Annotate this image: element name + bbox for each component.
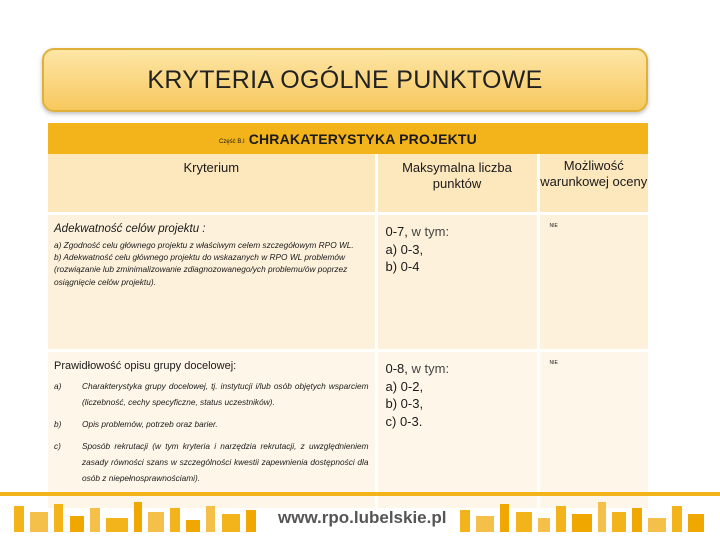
points-b: b) 0-3, <box>385 396 424 411</box>
list-item: b) Opis problemów, potrzeb oraz barier. <box>54 419 218 429</box>
table-row <box>48 352 648 508</box>
conditional-cell: NIE <box>538 214 648 350</box>
footer-decoration-right <box>450 498 720 540</box>
list-item: a) Charakterystyka grupy docelowej, tj. instytucji i/lub osób objętych wsparciem (liczebność, cechy specyficzne, status uczestników). <box>54 381 369 407</box>
criterion-title: Prawidłowość opisu grupy docelowej: <box>54 360 237 372</box>
slide-title-box <box>42 48 648 112</box>
footer-url: www.rpo.lubelskie.pl <box>278 508 447 527</box>
points-in-which: w tym: <box>407 224 450 239</box>
footer-decoration <box>0 498 270 540</box>
criterion-sub-b: b) Adekwatność celu głównego projektu do wskazanych w RPO WL problemów (rozwiązanie lub zminimalizowanie zdiagnozowanego/ych problemu/ów poprzez osiągnięcie celów projektu). <box>54 252 348 287</box>
section-header-bar <box>48 123 648 154</box>
header-max-points: Maksymalna liczba punktów <box>376 154 538 214</box>
points-cell <box>376 214 538 350</box>
criterion-title: Adekwatność celów projektu : <box>54 223 206 235</box>
table-row <box>48 214 648 350</box>
points-total: 0-7, <box>385 224 408 239</box>
footer-stripe <box>0 492 720 496</box>
criterion-cell <box>48 214 376 350</box>
points-total: 0-8, <box>385 361 408 376</box>
list-item: c) Sposób rekrutacji (w tym kryteria i narzędzia rekrutacji, z uwzględnieniem zasady równości szans w szczególności kwestii zapewnienia dostępności dla osób z niepełnosprawnościami). <box>54 441 369 483</box>
section-title: CHRAKATERYSTYKA PROJEKTU <box>248 130 477 147</box>
conditional-cell: NIE <box>538 352 648 508</box>
points-b: b) 0-4 <box>385 259 420 274</box>
points-cell <box>376 352 538 508</box>
criteria-table <box>48 154 648 508</box>
points-c: c) 0-3. <box>385 413 423 429</box>
criterion-sub-a: a) Zgodność celu głównego projektu z właściwym celem szczegółowym RPO WL. <box>54 240 354 250</box>
table-header-row <box>48 154 648 214</box>
section-small-label: Część B.I <box>219 138 245 145</box>
points-in-which: w tym: <box>407 361 450 376</box>
header-conditional: Możliwość warunkowej oceny <box>538 154 648 214</box>
header-criterion: Kryterium <box>48 154 376 214</box>
slide-title: KRYTERIA OGÓLNE PUNKTOWE <box>147 65 543 94</box>
points-a: a) 0-3, <box>385 241 424 257</box>
points-a: a) 0-2, <box>385 378 424 394</box>
criterion-cell <box>48 352 376 508</box>
